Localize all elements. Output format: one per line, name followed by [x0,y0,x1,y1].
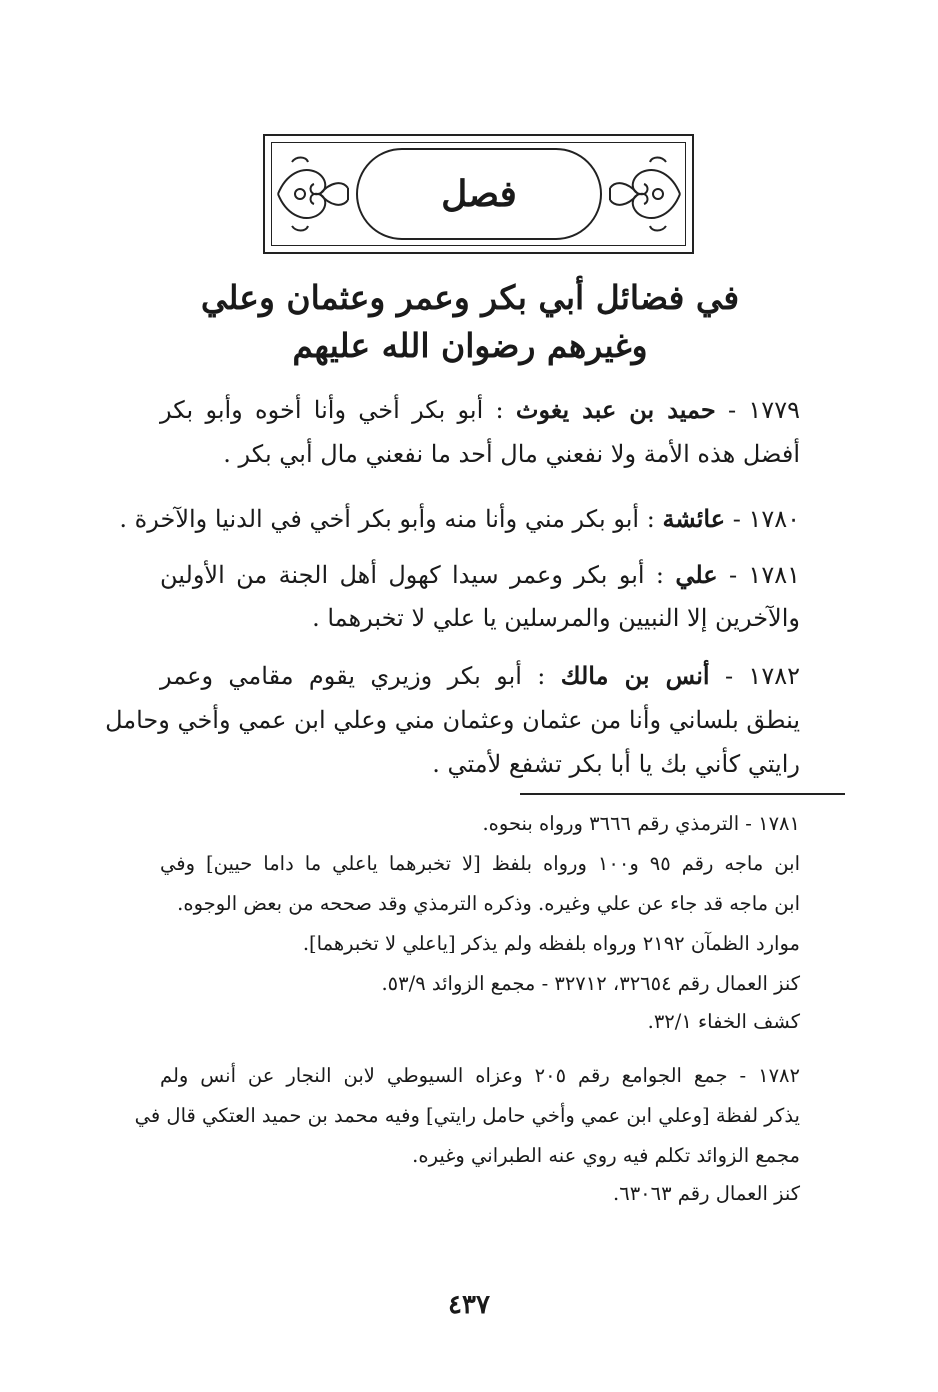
narrator-name: حميد بن عبد يغوث [515,395,716,424]
footnote-1782-line-4: كنز العمال رقم ٦٣٠٦٣. [613,1182,800,1205]
chapter-heading-line-1: في فضائل أبي بكر وعمر وعثمان وعلي [200,278,740,317]
entry-number: ١٧٨١ - [728,561,800,589]
right-arabesque-ornament-icon [606,152,686,236]
entry-1779-line-1 [160,396,800,425]
footnote-1782-line-3: مجمع الزوائد تكلم فيه روي عنه الطبراني وغيره. [412,1144,800,1167]
left-arabesque-ornament-icon [272,152,352,236]
entry-number: ١٧٨٢ - [724,662,800,690]
entry-text: : أبو بكر وعمر سيدا كهول أهل الجنة من الأولين [160,561,664,589]
entry-number: ١٧٨٠ - [732,505,800,533]
footnote-1781-line-5: كنز العمال رقم ٣٢٦٥٤، ٣٢٧١٢ - مجمع الزوائد ٥٣/٩. [381,972,800,995]
entry-1782-line-1 [160,662,800,691]
entry-1781-line-2: والآخرين إلا النبيين والمرسلين يا علي لا تخبرهما . [312,604,800,632]
entry-text: : أبو بكر وزيري يقوم مقامي وعمر [160,662,546,690]
chapter-heading-line-2: وغيرهم رضوان الله عليهم [292,326,648,365]
page-number: ٤٣٧ [448,1290,490,1320]
narrator-name: عائشة [662,504,726,533]
entry-number: ١٧٧٩ - [728,396,800,424]
entry-text: : أبو بكر مني وأنا منه وأبو بكر أخي في الدنيا والآخرة . [119,505,655,533]
entry-text: : أبو بكر أخي وأنا أخوه وأبو بكر [160,396,504,424]
footnote-1782-line-2: يذكر لفظة [وعلي ابن عمي وأخي حامل رايتي] وفيه محمد بن حميد العتكي قال في [134,1104,800,1127]
narrator-name: أنس بن مالك [560,661,710,690]
footnote-1781-line-2: ابن ماجه رقم ٩٥ و١٠٠ ورواه بلفظ [لا تخبرهما ياعلي ما داما حيين] وفي [160,852,800,875]
footnote-1781-line-3: ابن ماجه قد جاء عن علي وغيره. وذكره الترمذي وقد صححه من بعض الوجوه. [177,892,800,915]
entry-1779-line-2: أفضل هذه الأمة ولا نفعني مال أحد ما نفعني مال أبي بكر . [223,440,800,468]
footnote-1781-line-6: كشف الخفاء ٣٢/١. [647,1010,800,1033]
entry-1782-line-2: ينطق بلساني وأنا من عثمان وعثمان مني وعلي ابن عمي وأخي وحامل [105,706,800,734]
narrator-name: علي [675,560,718,589]
footnote-1781-line-1: ١٧٨١ - الترمذي رقم ٣٦٦٦ ورواه بنحوه. [482,812,800,835]
entry-1780-line-1 [119,504,800,534]
entry-1782-line-3: رايتي كأني بك يا أبا بكر تشفع لأمتي . [432,750,800,778]
footnote-1781-line-4: موارد الظمآن ٢١٩٢ ورواه بلفظه ولم يذكر [ياعلي لا تخبرهما]. [302,932,800,955]
section-title: فصل [441,173,517,215]
footnote-1782-line-1: ١٧٨٢ - جمع الجوامع رقم ٢٠٥ وعزاه السيوطي لابن النجار عن أنس ولم [160,1064,800,1087]
footnote-separator [520,793,845,795]
entry-1781-line-1 [160,561,800,590]
